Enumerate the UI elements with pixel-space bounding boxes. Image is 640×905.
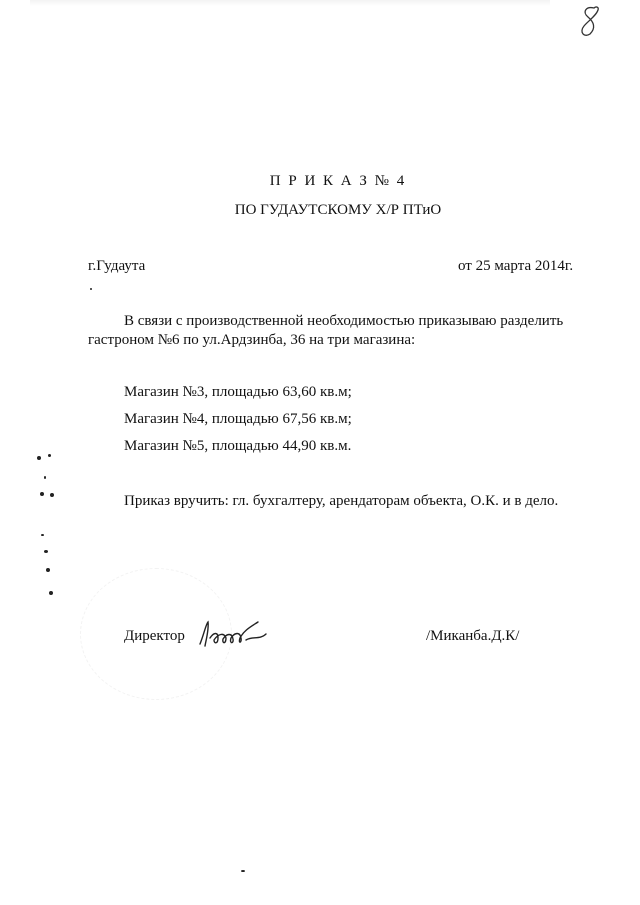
- order-body-line-2: гастроном №6 по ул.Ардзинба, 36 на три магазина:: [88, 332, 416, 348]
- order-title: П Р И К А З № 4: [269, 173, 407, 189]
- director-name: /Миканба.Д.К/: [426, 628, 520, 644]
- scan-artifact: [41, 534, 44, 536]
- scan-artifact: [37, 456, 41, 460]
- scan-artifact: [46, 568, 50, 572]
- order-subtitle: ПО ГУДАУТСКОМУ Х/Р ПТиО: [234, 202, 442, 218]
- scan-artifact: [90, 288, 92, 290]
- signature-position: Директор: [124, 628, 185, 644]
- scan-edge-shadow: [30, 0, 550, 6]
- handwritten-page-number: [576, 4, 606, 40]
- scan-artifact: [241, 870, 245, 872]
- order-city: г.Гудаута: [88, 258, 146, 274]
- scan-artifact: [40, 492, 44, 496]
- handwritten-signature: [196, 616, 276, 652]
- order-body-line-1: В связи с производственной необходимостью приказываю разделить: [124, 313, 564, 329]
- shop-item: Магазин №5, площадью 44,90 кв.м.: [124, 438, 352, 454]
- scan-artifact: [44, 550, 48, 553]
- scan-artifact: [49, 591, 53, 595]
- delivery-instruction: Приказ вручить: гл. бухгалтеру, арендаторам объекта, О.К. и в дело.: [124, 493, 559, 509]
- shop-item: Магазин №3, площадью 63,60 кв.м;: [124, 384, 352, 400]
- scan-artifact: [44, 476, 46, 479]
- scan-artifact: [48, 454, 51, 457]
- order-date: от 25 марта 2014г.: [458, 258, 574, 274]
- scan-artifact: [50, 493, 54, 497]
- shop-item: Магазин №4, площадью 67,56 кв.м;: [124, 411, 352, 427]
